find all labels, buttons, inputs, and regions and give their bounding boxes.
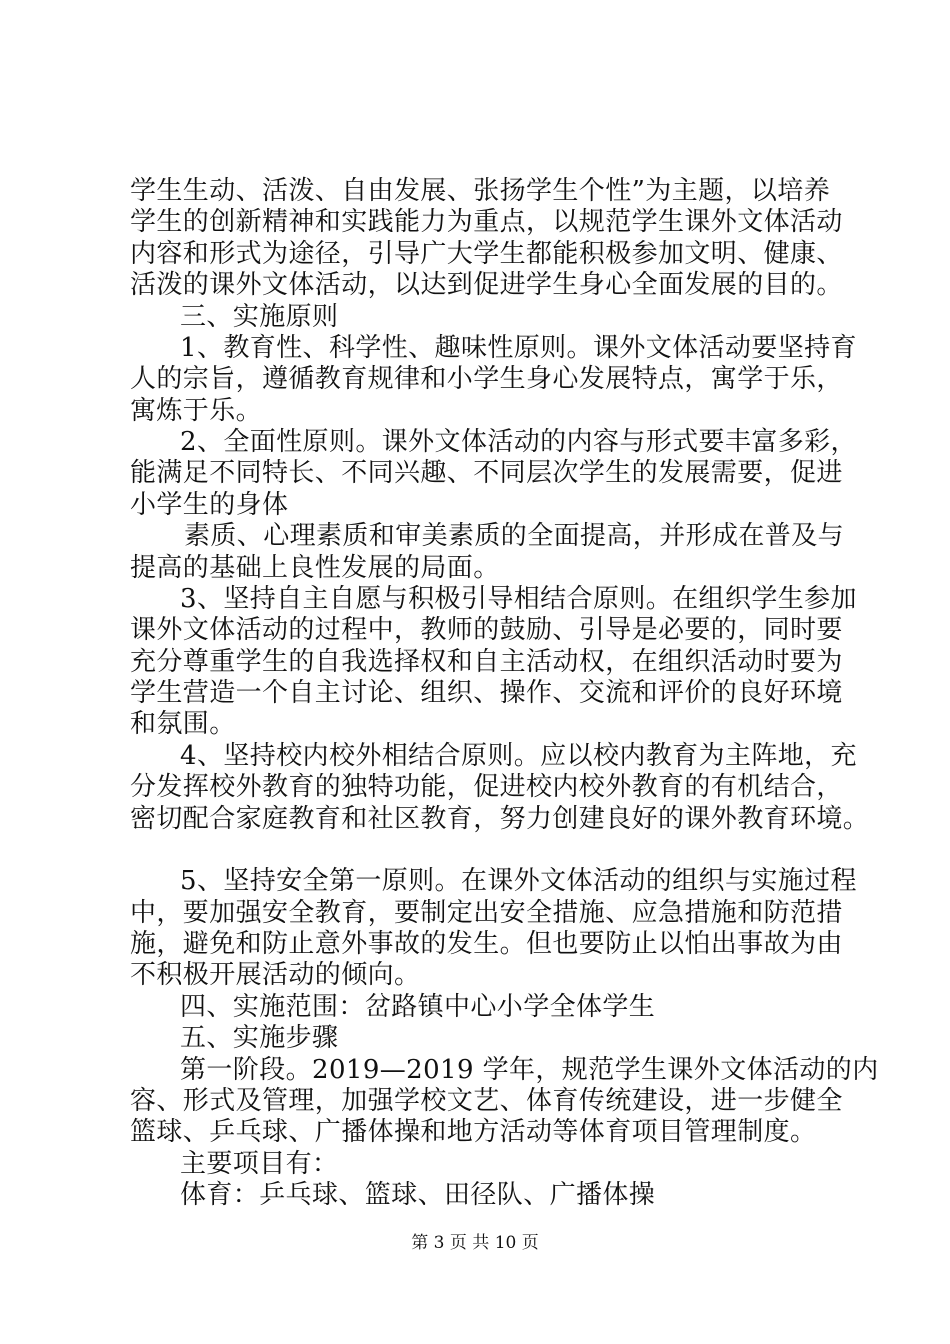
text-line: 寓炼于乐。 <box>130 396 263 426</box>
text-line: 学生生动、活泼、自由发展、张扬学生个性”为主题，以培养 <box>130 176 831 206</box>
text-line: 充分尊重学生的自我选择权和自主活动权，在组织活动时要为 <box>130 647 843 677</box>
text-line: 不积极开展活动的倾向。 <box>130 960 421 990</box>
text-line: 活泼的课外文体活动，以达到促进学生身心全面发展的目的。 <box>130 270 843 300</box>
text-line: 施，避免和防止意外事故的发生。但也要防止以怕出事故为由 <box>130 929 843 959</box>
text-line: 1、教育性、科学性、趣味性原则。课外文体活动要坚持育 <box>180 333 857 363</box>
section-heading: 四、实施范围：岔路镇中心小学全体学生 <box>180 992 656 1022</box>
text-line: 能满足不同特长、不同兴趣、不同层次学生的发展需要，促进 <box>130 458 843 488</box>
text-line: 中，要加强安全教育，要制定出安全措施、应急措施和防范措 <box>130 898 843 928</box>
text-line: 4、坚持校内校外相结合原则。应以校内教育为主阵地，充 <box>180 741 857 771</box>
text-line: 素质、心理素质和审美素质的全面提高，并形成在普及与 <box>184 521 845 551</box>
text-line: 2、全面性原则。课外文体活动的内容与形式要丰富多彩， <box>180 427 857 457</box>
text-line: 3、坚持自主自愿与积极引导相结合原则。在组织学生参加 <box>180 584 857 614</box>
text-line: 篮球、乒乓球、广播体操和地方活动等体育项目管理制度。 <box>130 1117 817 1147</box>
text-line: 第一阶段。2019—2019 学年，规范学生课外文体活动的内 <box>180 1055 879 1085</box>
text-line: 内容和形式为途径，引导广大学生都能积极参加文明、健康、 <box>130 239 843 269</box>
text-line: 提高的基础上良性发展的局面。 <box>130 553 500 583</box>
text-line: 密切配合家庭教育和社区教育，努力创建良好的课外教育环境。 <box>130 804 870 834</box>
text-line: 人的宗旨，遵循教育规律和小学生身心发展特点，寓学于乐， <box>130 364 843 394</box>
page-footer: 第 3 页 共 10 页 <box>411 1233 539 1253</box>
text-line: 和氛围。 <box>130 709 236 739</box>
text-line: 体育：乒乓球、篮球、田径队、广播体操 <box>180 1180 656 1210</box>
text-line: 课外文体活动的过程中，教师的鼓励、引导是必要的，同时要 <box>130 615 843 645</box>
text-line: 5、坚持安全第一原则。在课外文体活动的组织与实施过程 <box>180 866 857 896</box>
text-line: 主要项目有： <box>180 1149 339 1179</box>
text-line: 小学生的身体 <box>130 490 289 520</box>
text-line: 容、形式及管理，加强学校文艺、体育传统建设，进一步健全 <box>130 1086 843 1116</box>
text-line: 学生的创新精神和实践能力为重点，以规范学生课外文体活动 <box>130 207 843 237</box>
text-line: 分发挥校外教育的独特功能，促进校内校外教育的有机结合， <box>130 772 843 802</box>
text-line: 学生营造一个自主讨论、组织、操作、交流和评价的良好环境 <box>130 678 843 708</box>
section-heading: 五、实施步骤 <box>180 1023 339 1053</box>
section-heading: 三、实施原则 <box>180 302 339 332</box>
